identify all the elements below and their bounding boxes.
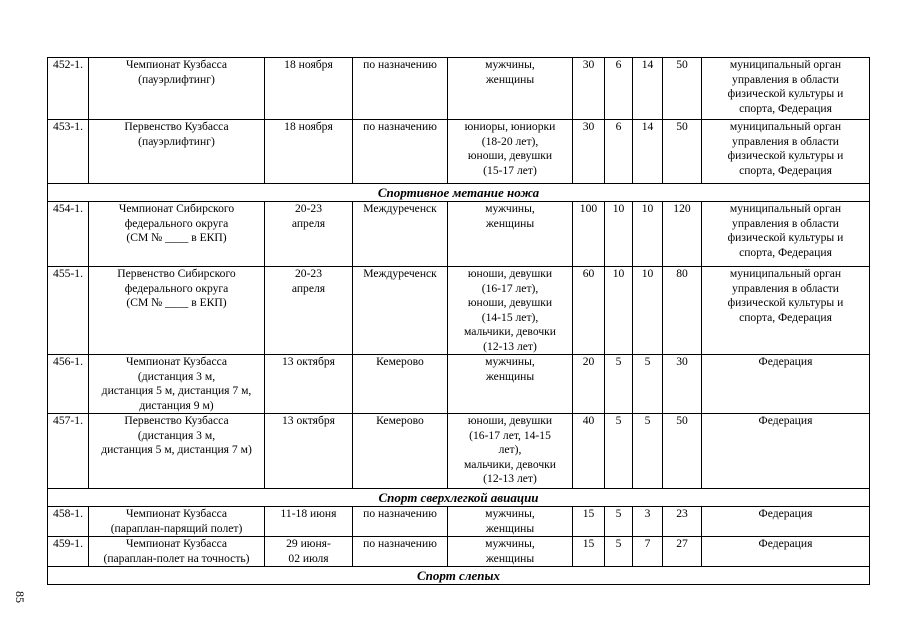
count-cell-1: 15 bbox=[573, 507, 605, 537]
event-name-cell: Первенство Кузбасса (дистанция 3 м, дистанция 5 м, дистанция 7 м) bbox=[89, 414, 265, 489]
organizer-cell: Федерация bbox=[702, 507, 870, 537]
count-cell-1: 100 bbox=[573, 202, 605, 267]
total-cell: 30 bbox=[663, 355, 702, 414]
place-cell: Кемерово bbox=[353, 414, 448, 489]
section-title: Спорт сверхлегкой авиации bbox=[48, 489, 870, 507]
num-cell: 455-1. bbox=[48, 267, 89, 355]
count-cell-2: 10 bbox=[605, 267, 633, 355]
count-cell-3: 14 bbox=[633, 120, 663, 184]
table-row bbox=[48, 58, 870, 120]
event-name-cell: Чемпионат Сибирского федерального округа (СМ № ____ в ЕКП) bbox=[89, 202, 265, 267]
organizer-cell: Федерация bbox=[702, 537, 870, 567]
participants-cell: юноши, девушки (16-17 лет, 14-15 лет), мальчики, девочки (12-13 лет) bbox=[448, 414, 573, 489]
date-cell: 20-23 апреля bbox=[265, 202, 353, 267]
total-cell: 80 bbox=[663, 267, 702, 355]
table-row bbox=[48, 267, 870, 355]
total-cell: 50 bbox=[663, 414, 702, 489]
num-cell: 456-1. bbox=[48, 355, 89, 414]
participants-cell: мужчины, женщины bbox=[448, 537, 573, 567]
count-cell-1: 40 bbox=[573, 414, 605, 489]
event-name-cell: Чемпионат Кузбасса (параплан-полет на точность) bbox=[89, 537, 265, 567]
organizer-cell: Федерация bbox=[702, 355, 870, 414]
count-cell-1: 20 bbox=[573, 355, 605, 414]
organizer-cell: муниципальный орган управления в области физической культуры и спорта, Федерация bbox=[702, 267, 870, 355]
participants-cell: юниоры, юниорки (18-20 лет), юноши, девушки (15-17 лет) bbox=[448, 120, 573, 184]
event-name-cell: Чемпионат Кузбасса (пауэрлифтинг) bbox=[89, 58, 265, 120]
place-cell: по назначению bbox=[353, 120, 448, 184]
num-cell: 453-1. bbox=[48, 120, 89, 184]
events-table bbox=[47, 57, 870, 585]
count-cell-3: 14 bbox=[633, 58, 663, 120]
count-cell-2: 5 bbox=[605, 507, 633, 537]
count-cell-3: 3 bbox=[633, 507, 663, 537]
count-cell-1: 15 bbox=[573, 537, 605, 567]
count-cell-2: 10 bbox=[605, 202, 633, 267]
organizer-cell: муниципальный орган управления в области физической культуры и спорта, Федерация bbox=[702, 120, 870, 184]
participants-cell: мужчины, женщины bbox=[448, 202, 573, 267]
table-row bbox=[48, 355, 870, 414]
event-name-cell: Чемпионат Кузбасса (параплан-парящий полет) bbox=[89, 507, 265, 537]
count-cell-2: 6 bbox=[605, 58, 633, 120]
place-cell: Кемерово bbox=[353, 355, 448, 414]
table-row bbox=[48, 120, 870, 184]
count-cell-3: 5 bbox=[633, 355, 663, 414]
table-row bbox=[48, 202, 870, 267]
count-cell-2: 5 bbox=[605, 537, 633, 567]
section-row bbox=[48, 184, 870, 202]
count-cell-2: 5 bbox=[605, 355, 633, 414]
section-title: Спорт слепых bbox=[48, 567, 870, 585]
date-cell: 18 ноября bbox=[265, 120, 353, 184]
count-cell-1: 30 bbox=[573, 58, 605, 120]
event-name-cell: Чемпионат Кузбасса (дистанция 3 м, дистанция 5 м, дистанция 7 м, дистанция 9 м) bbox=[89, 355, 265, 414]
place-cell: по назначению bbox=[353, 537, 448, 567]
event-name-cell: Первенство Сибирского федерального округа (СМ № ____ в ЕКП) bbox=[89, 267, 265, 355]
table-body bbox=[48, 58, 870, 585]
date-cell: 29 июня- 02 июля bbox=[265, 537, 353, 567]
participants-cell: юноши, девушки (16-17 лет), юноши, девушки (14-15 лет), мальчики, девочки (12-13 лет) bbox=[448, 267, 573, 355]
participants-cell: мужчины, женщины bbox=[448, 355, 573, 414]
place-cell: Междуреченск bbox=[353, 267, 448, 355]
organizer-cell: муниципальный орган управления в области физической культуры и спорта, Федерация bbox=[702, 202, 870, 267]
page-number: 85 bbox=[13, 591, 27, 603]
count-cell-2: 6 bbox=[605, 120, 633, 184]
total-cell: 120 bbox=[663, 202, 702, 267]
total-cell: 27 bbox=[663, 537, 702, 567]
count-cell-1: 60 bbox=[573, 267, 605, 355]
section-title: Спортивное метание ножа bbox=[48, 184, 870, 202]
organizer-cell: муниципальный орган управления в области физической культуры и спорта, Федерация bbox=[702, 58, 870, 120]
num-cell: 457-1. bbox=[48, 414, 89, 489]
num-cell: 459-1. bbox=[48, 537, 89, 567]
participants-cell: мужчины, женщины bbox=[448, 58, 573, 120]
organizer-cell: Федерация bbox=[702, 414, 870, 489]
count-cell-3: 7 bbox=[633, 537, 663, 567]
date-cell: 20-23 апреля bbox=[265, 267, 353, 355]
place-cell: Междуреченск bbox=[353, 202, 448, 267]
count-cell-3: 10 bbox=[633, 267, 663, 355]
num-cell: 454-1. bbox=[48, 202, 89, 267]
section-row bbox=[48, 489, 870, 507]
total-cell: 50 bbox=[663, 58, 702, 120]
num-cell: 452-1. bbox=[48, 58, 89, 120]
table-row bbox=[48, 537, 870, 567]
event-name-cell: Первенство Кузбасса (пауэрлифтинг) bbox=[89, 120, 265, 184]
section-row bbox=[48, 567, 870, 585]
total-cell: 23 bbox=[663, 507, 702, 537]
participants-cell: мужчины, женщины bbox=[448, 507, 573, 537]
date-cell: 18 ноября bbox=[265, 58, 353, 120]
place-cell: по назначению bbox=[353, 58, 448, 120]
table-row bbox=[48, 414, 870, 489]
count-cell-3: 10 bbox=[633, 202, 663, 267]
total-cell: 50 bbox=[663, 120, 702, 184]
date-cell: 13 октября bbox=[265, 355, 353, 414]
count-cell-1: 30 bbox=[573, 120, 605, 184]
num-cell: 458-1. bbox=[48, 507, 89, 537]
date-cell: 11-18 июня bbox=[265, 507, 353, 537]
count-cell-3: 5 bbox=[633, 414, 663, 489]
count-cell-2: 5 bbox=[605, 414, 633, 489]
place-cell: по назначению bbox=[353, 507, 448, 537]
table-row bbox=[48, 507, 870, 537]
date-cell: 13 октября bbox=[265, 414, 353, 489]
